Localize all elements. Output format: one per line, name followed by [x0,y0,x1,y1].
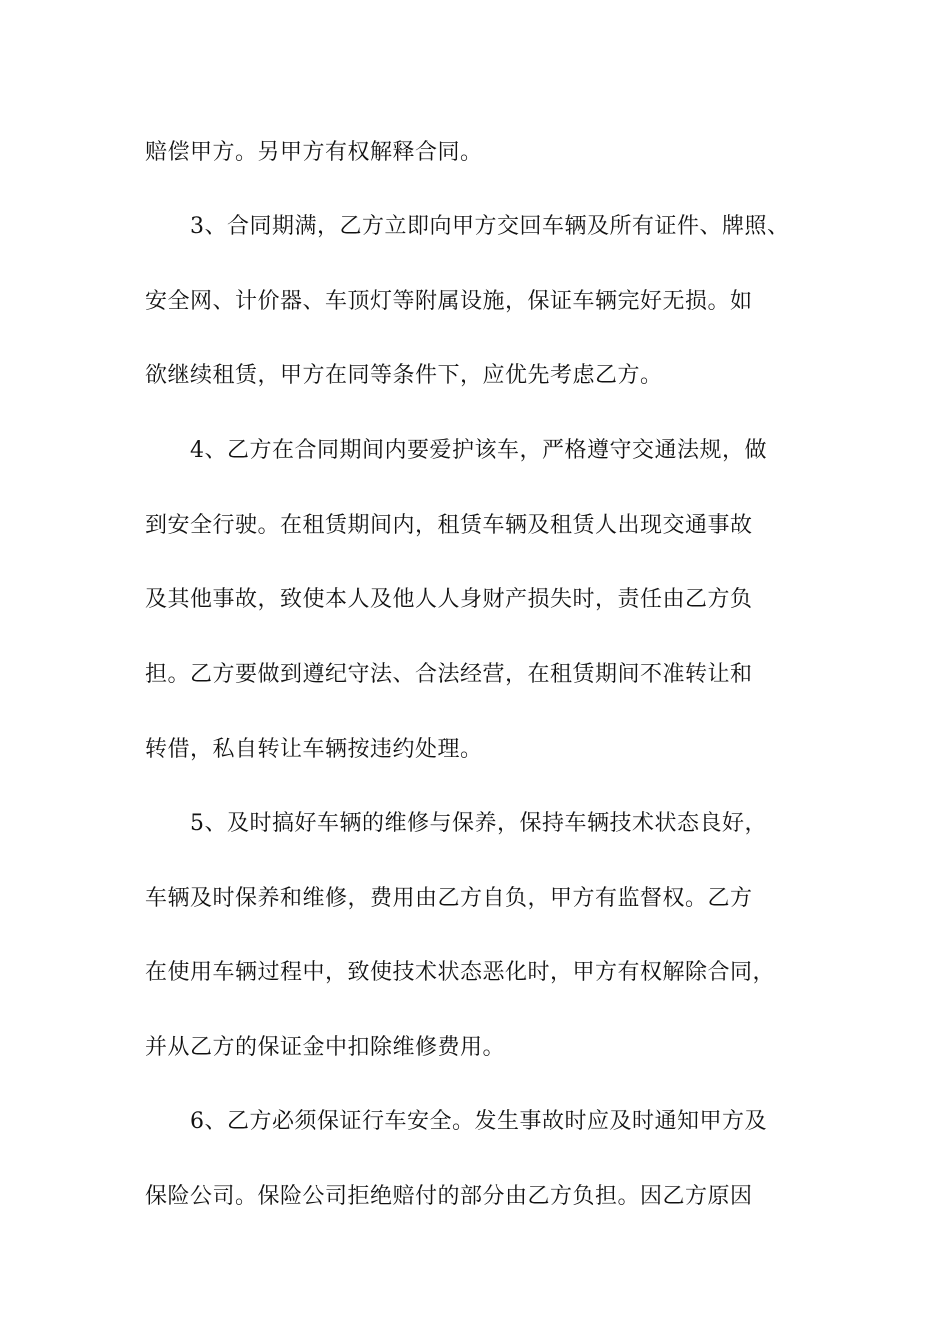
clause-6-start: 6、乙方必须保证行车安全。发生事故时应及时通知甲方及 [190,1109,767,1134]
text-line: 转借，私自转让车辆按违约处理。 [145,737,483,762]
text-line: 并从乙方的保证金中扣除维修费用。 [145,1035,506,1060]
text-line: 赔偿甲方。另甲方有权解释合同。 [145,140,483,165]
text-line: 及其他事故，致使本人及他人人身财产损失时，责任由乙方负 [145,587,753,612]
text-line: 保险公司。保险公司拒绝赔付的部分由乙方负担。因乙方原因 [145,1184,753,1209]
text-line: 担。乙方要做到遵纪守法、合法经营，在租赁期间不准转让和 [145,662,753,687]
text-line: 车辆及时保养和维修，费用由乙方自负，甲方有监督权。乙方 [145,886,753,911]
text-line: 欲继续租赁，甲方在同等条件下，应优先考虑乙方。 [145,363,663,388]
clause-5-start: 5、及时搞好车辆的维修与保养，保持车辆技术状态良好， [190,811,767,836]
text-line: 安全网、计价器、车顶灯等附属设施，保证车辆完好无损。如 [145,289,753,314]
clause-4-start: 4、乙方在合同期间内要爱护该车，严格遵守交通法规，做 [190,438,767,463]
text-line: 到安全行驶。在租赁期间内，租赁车辆及租赁人出现交通事故 [145,513,753,538]
text-line: 在使用车辆过程中，致使技术状态恶化时，甲方有权解除合同， [145,960,776,985]
clause-3-start: 3、合同期满，乙方立即向甲方交回车辆及所有证件、牌照、 [190,214,790,239]
